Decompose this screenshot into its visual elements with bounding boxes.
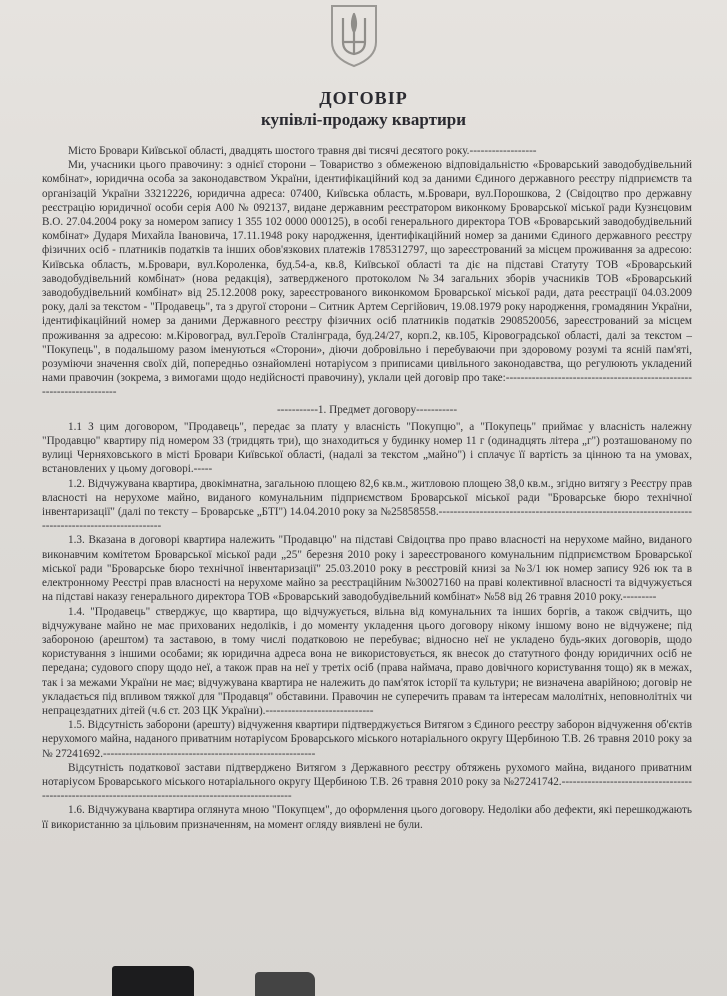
- redaction-block: [255, 972, 315, 996]
- clause-1-5: 1.5. Відсутність заборони (арешту) відчуження квартири підтверджується Витягом з Єдиного реєстру заборон відчуження об'єктів нерухомого майна, наданого приватним нотаріусом Броварського міського нотаріального округу Щербиною Т.В. 26 травня 2010 року за № 27241692.---------------------------------------------------------: [42, 719, 692, 760]
- clause-1-5-tax: Відсутність податкової застави підтверджено Витягом з Державного реєстру обтяжень рухомого майна, виданого приватним нотаріусом Броварського міського нотаріального округу Щербиною Т.В. 26 травня 2010 року за №27241742.------------------------------------------------------------------------------------------------------: [42, 761, 692, 803]
- place-date-paragraph: Місто Бровари Київської області, двадцять шостого травня дві тисячі десятого року.------------------: [68, 145, 537, 157]
- clause-1-3: 1.3. Вказана в договорі квартира належить "Продавцю" на підставі Свідоцтва про право власності на нерухоме майно, виданого виконавчим комітетом Броварської міської ради „25" березня 2010 року і зареєстрованого комунальним підприємством Броварської міської ради "Броварське бюро технічної інвентаризації" 25.03.2010 року в реєстровій книзі за №3/1 юк номер запису 926 юк та в електронному Реєстрі прав власності на нерухоме майно за реєстраційним №30027160 на праві колективної власності та відчужується на підставі наказу генерального директора ТОВ «Броварський заводобудівельний комбінат» №58 від 26 травня 2010 року.---------: [42, 534, 692, 604]
- redaction-block: [112, 966, 194, 996]
- clause-1-2: 1.2. Відчужувана квартира, двокімнатна, загальною площею 82,6 кв.м., житловою площею 38,0 кв.м., згідно витягу з Реєстру прав власності на нерухоме майно, виданого комунальним підприємством Броварської міської ради "Броварське бюро технічної інвентаризації" (далі по тексту – Броварське „БТІ") 14.04.2010 року за №25858558.----------------------------------------------------------------------------------------------------: [42, 477, 692, 533]
- document-subtitle: купівлі-продажу квартири: [261, 110, 466, 129]
- document-body: [42, 144, 692, 832]
- trident-emblem-icon: [326, 2, 382, 68]
- clause-1-1: 1.1 З цим договором, "Продавець", передає за плату у власність "Покупцю", а "Покупець" приймає у власність належну "Продавцю" квартиру під номером 33 (тридцять три), що знаходиться у будинку номер 11 г (одинадцять літера „г") розташованому по вулиці Черняховського в місті Бровари Київської області, (надалі за текстом „майно") і сплачує її вартість за цінною та на умовах, встановлених у цьому договорі.-----: [42, 420, 692, 476]
- section-heading: -----------1. Предмет договору-----------: [276, 403, 458, 416]
- clause-1-4: 1.4. "Продавець" стверджує, що квартира, що відчужується, вільна від комунальних та інших боргів, а також свідчить, що відчужуване майно не має прихованих недоліків, і до моменту укладення цього договору нікому іншому воно не відчужене; під забороною (арештом) та заставою, в тому числі податковою не перебуває; відносно неї не укладено будь-яких договорів, щодо користування з іншими особами; як юридична адреса вона не використовується, як внесок до статутного фонду юридичних осіб не передана; судового спору щодо неї, а також прав на неї у третіх осіб (права наймача, право довічного користування тощо) як в межах, так і за межами України не має; відчужувана квартира не належить до пам'яток історії та культури; не визначена аварійною; договір не укладається під впливом тяжкої для "Продавця" обставини. Правочин не суперечить правам та інтересам малолітніх, неповнолітніх чи непрацездатних дітей (ч.6 ст. 203 ЦК України).-----------------------------: [42, 605, 692, 717]
- clause-1-6: 1.6. Відчужувана квартира оглянута мною "Покупцем", до оформлення цього договору. Недоліки або дефекти, які перешкоджають її використанню за цільовим призначенням, на момент огляду виявлені не були.: [42, 804, 692, 831]
- parties-paragraph: Ми, учасники цього правочину: з однієї сторони – Товариство з обмеженою відповідальністю «Броварський заводобудівельний комбінат», юридична особа за законодавством України, ідентифікаційний код за даними Єдиного державного реєстру підприємств та організацій України 33212226, юридична адреса: 07400, Київська область, м.Бровари, вул.Порошкова, 2 (Свідоцтво про державну реєстрацію юридичної особи серія А00 № 092137, видане державним реєстратором виконкому Броварської міської ради Кузнєцовим В.О. 27.04.2004 року за номером запису 1 355 102 0000 000125), в особі генерального директора ТОВ «Броварський заводобудівельний комбінат» Дударя Михайла Івановича, 17.11.1948 року народження, ідентифікаційний номер за даними Єдиного державного реєстру фізичних осіб - платників податків та інших обов'язкових платежів 1785312797, що зареєстрований за місцем проживання за адресою: Київська область, м.Бровари, вул.Короленка, буд.54-а, кв.8, Київської області та діє на підставі Статуту ТОВ «Броварський заводобудівельний комбінат» (нова редакція), затвердженого протоколом №34 загальних зборів учасників ТОВ «Броварський заводобудівельний комбінат» від 25.12.2008 року, зареєстрованого виконкомом Броварської міської ради, дата реєстрації 04.03.2009 року, далі за текстом - "Продавець", та з другої сторони – Ситник Артем Сергійович, 19.08.1979 року народження, громадянин України, ідентифікаційний номер за даними Державного реєстру фізичних осіб платників податків 2908520056, зареєстрований за місцем проживання за адресою: м.Кіровоград, вул.Героїв Сталінграда, буд.24/27, корп.2, кв.105, Кіровоградської області, далі за текстом – "Покупець", в подальшому разом іменуються «Сторони», діючи добровільно і перебуваючи при здоровому розумі та ясній пам'яті, розуміючи значення своїх дій, попередньо ознайомлені нотаріусом з приписами цивільного законодавства, що регулюють укладений нами правочин (зокрема, з вимогами щодо недійсності правочину), уклали цей договір про таке:----------------------------------------------------------------------: [42, 159, 692, 399]
- document-title: ДОГОВІР: [319, 88, 408, 108]
